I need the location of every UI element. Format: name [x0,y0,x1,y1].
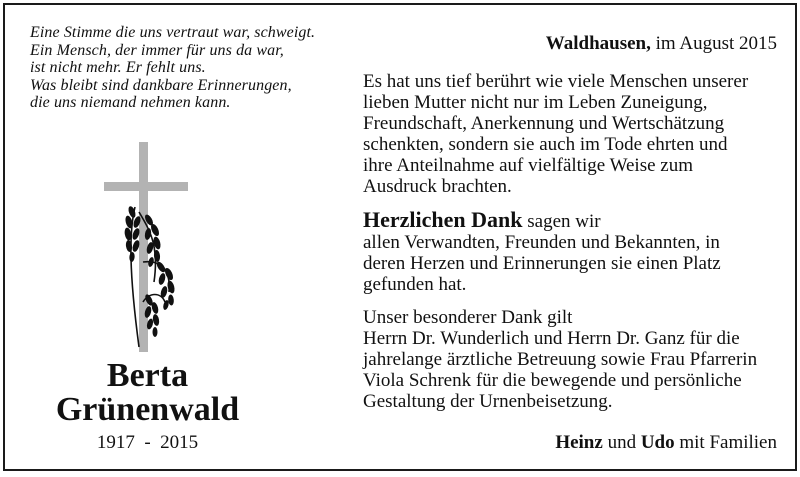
paragraph-line: Es hat uns tief berührt wie viele Menschen unserer [363,71,749,92]
dateline-date: im August 2015 [655,33,777,54]
poem-line: die uns niemand nehmen kann. [30,94,231,111]
signature [555,432,777,454]
special-thanks-paragraph [363,307,783,412]
thanks-heading-tail: sagen wir [527,211,601,232]
deceased-first-name: Berta [106,357,189,394]
paragraph-line: Viola Schrenk für die bewegende und persönliche [363,370,742,391]
thanks-text [363,71,783,412]
signature-conjunction: und [607,432,637,453]
paragraph-line: gefunden hat. [363,274,467,295]
paragraph-line: Herrn Dr. Wunderlich und Herrn Dr. Ganz für die [363,328,740,349]
paragraph-line: deren Herzen und Erinnerungen sie einen Platz [363,253,721,274]
signature-tail: mit Familien [679,432,777,453]
signature-name: Udo [640,432,675,453]
paragraph-line: allen Verwandten, Freunden und Bekannten, in [363,232,720,253]
obituary-notice [3,3,797,471]
cross-with-wheat-icon [99,142,199,352]
thanks-heading-line [363,209,783,232]
paragraph-line: ihre Anteilnahme auf vielfältige Weise zum [363,155,693,176]
paragraph-line: Freundschaft, Anerkennung und Wertschätzung [363,113,725,134]
paragraph-line: schenkten, sondern sie auch im Tode ehrten und [363,134,728,155]
intro-paragraph [363,71,783,197]
thanks-heading: Herzlichen Dank [363,207,523,232]
paragraph-line: lieben Mutter nicht nur im Leben Zuneigung, [363,92,708,113]
poem-line: Eine Stimme die uns vertraut war, schweigt. [30,24,316,41]
cross-horizontal-beam [104,182,188,191]
paragraph-line: Ausdruck brachten. [363,176,512,197]
cross-vertical-beam [139,142,148,352]
signature-name: Heinz [555,432,603,453]
special-thanks-intro: Unser besonderer Dank gilt [363,307,573,328]
poem-line: Ein Mensch, der immer für uns da war, [30,41,284,59]
paragraph-line: jahrelange ärztliche Betreuung sowie Frau Pfarrerin [363,349,758,370]
deceased-name [25,359,270,427]
dateline [546,33,777,55]
thanks-paragraph [363,209,783,295]
life-years: 1917 - 2015 [96,432,199,453]
deceased-last-name: Grünenwald [55,391,240,428]
paragraph-line: Gestaltung der Urnenbeisetzung. [363,391,613,412]
poem-line: Was bleibt sind dankbare Erinnerungen, [30,76,292,94]
wheat-ear [155,260,176,310]
dateline-place: Waldhausen, [545,33,651,54]
memorial-poem [30,24,360,112]
poem-line: ist nicht mehr. Er fehlt uns. [30,59,206,76]
